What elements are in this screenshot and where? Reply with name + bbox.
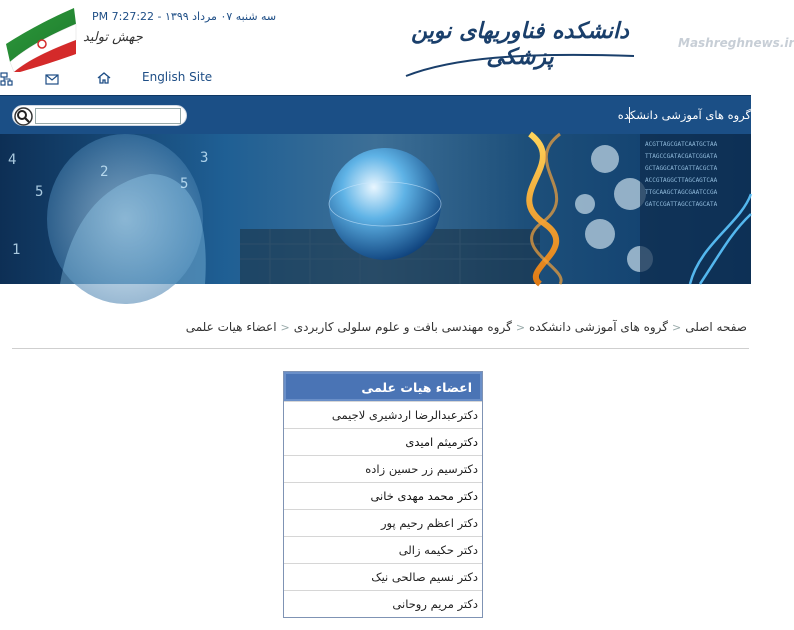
breadcrumb-chevron-icon: < (515, 321, 526, 334)
logo-text: دانشکده فناوریهای نوین پزشکی (411, 18, 629, 70)
watermark-logo (678, 16, 794, 76)
iran-flag-icon (2, 4, 78, 72)
svg-text:5: 5 (180, 176, 189, 192)
logo-swoosh-icon (402, 38, 638, 82)
breadcrumb-home[interactable]: صفحه اصلی (685, 320, 747, 334)
svg-text:2: 2 (100, 164, 109, 180)
member-link[interactable]: دکتر محمد مهدی خانی (284, 482, 482, 509)
breadcrumb-departments[interactable]: گروه های آموزشی دانشکده (529, 320, 669, 334)
faculty-members-title: اعضاء هیات علمی (284, 372, 482, 401)
header-datetime: سه شنبه ۰۷ مرداد ۱۳۹۹ - 7:27:22 PM (92, 10, 277, 23)
svg-text:3: 3 (200, 150, 209, 166)
svg-text:GCTAGGCATCGATTACGCTA: GCTAGGCATCGATTACGCTA (645, 165, 718, 172)
faculty-members-panel (283, 371, 483, 618)
nav-item-departments[interactable]: گروه های آموزشی دانشکده (617, 108, 751, 122)
breadcrumb-current: اعضاء هیات علمی (185, 320, 277, 334)
search-box[interactable] (12, 105, 187, 126)
breadcrumb-tissue-engineering[interactable]: گروه مهندسی بافت و علوم سلولی کاربردی (293, 320, 512, 334)
member-link[interactable]: دکترمیثم امیدی (284, 428, 482, 455)
home-icon[interactable] (97, 71, 111, 85)
content-divider (12, 348, 749, 349)
faculty-logo[interactable] (402, 8, 638, 78)
svg-text:TTGCAAGCTAGCGAATCCGA: TTGCAAGCTAGCGAATCCGA (645, 189, 718, 196)
mail-icon[interactable] (45, 72, 59, 86)
header-banner-image (0, 134, 751, 284)
member-link[interactable]: دکتر مریم روحانی (284, 590, 482, 617)
svg-text:TTAGCCGATACGATCGGATA: TTAGCCGATACGATCGGATA (645, 153, 718, 160)
svg-text:1: 1 (12, 242, 21, 258)
breadcrumb-chevron-icon: < (672, 321, 682, 334)
header-slogan: جهش تولید (83, 30, 143, 45)
svg-text:ACGTTAGCGATCAATGCTAA: ACGTTAGCGATCAATGCTAA (645, 141, 718, 148)
breadcrumb (186, 320, 747, 334)
svg-text:GATCCGATTAGCCTAGCATA: GATCCGATTAGCCTAGCATA (645, 201, 718, 208)
english-site-link[interactable]: English Site (142, 70, 213, 84)
member-link[interactable]: دکترسیم زر حسین زاده (284, 455, 482, 482)
watermark-text: Mashreghnews.ir (678, 36, 794, 50)
member-link[interactable]: دکتر حکیمه زالی (284, 536, 482, 563)
svg-text:4: 4 (8, 152, 17, 168)
site-header (0, 0, 794, 95)
breadcrumb-chevron-icon: < (280, 321, 290, 334)
search-icon[interactable] (14, 107, 33, 126)
svg-text:5: 5 (35, 184, 44, 200)
member-link[interactable]: دکتر نسیم صالحی نیک (284, 563, 482, 590)
member-link[interactable]: دکتر اعظم رحیم پور (284, 509, 482, 536)
svg-text:ACCGTAGGCTTAGCAGTCAA: ACCGTAGGCTTAGCAGTCAA (645, 177, 718, 184)
search-input[interactable] (35, 108, 181, 124)
sitemap-icon[interactable] (0, 72, 14, 86)
main-navbar (0, 95, 751, 134)
member-link[interactable]: دکترعبدالرضا اردشیری لاجیمی (284, 401, 482, 428)
